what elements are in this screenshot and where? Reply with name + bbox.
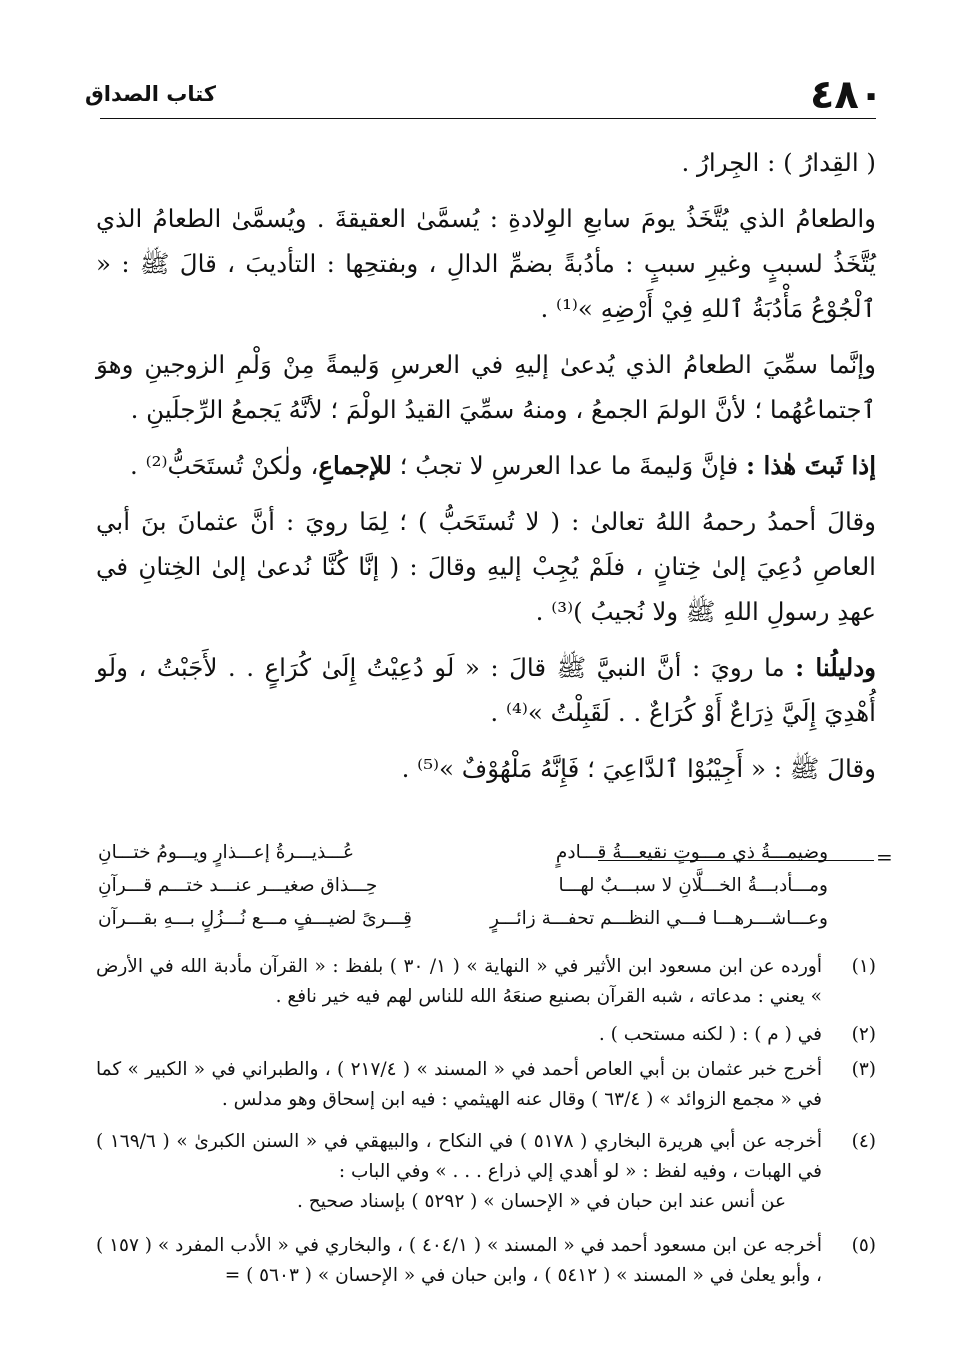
main-text <box>96 140 876 802</box>
paragraph-5: وقالَ أحمدُ رحمهُ اللهُ تعالىٰ : ( لا تُستَحَبُّ ) ؛ لِمَا رويَ : أنَّ عثمانَ بنَ أبي العاصِ دُعِيَ إلىٰ خِتانٍ ، فلَمْ يُجِبْ إليهِ وقالَ : ( إنَّا كُنَّا نُدعىٰ إلىٰ الخِتانِ في عهدِ رسولِ اللهِ ﷺ ولا نُجيبُ )⁽³⁾ . <box>96 507 876 626</box>
paragraph-6 <box>96 645 876 735</box>
paragraph-2: والطعامُ الذي يُتَّخَذُ يومَ سابعِ الوِلادةِ : يُسمَّىٰ العقيقةَ . ويُسمَّىٰ الطعامُ الذي يُتَّخَذُ لسببٍ وغيرِ سببٍ : مأدُبةً بضمِّ الدالِ ، وبفتحِها : التأديبَ ، قالَ ﷺ : « ٱلْجُوْعُ مَأْدُبَةُ ٱللهِ فِيْ أَرْضِهِ »⁽¹⁾ . <box>96 204 876 323</box>
poem-hemistich: وعـــاشـــرهـــا فـــي النظـــم تحفـــة زائـــرٍ <box>490 908 828 929</box>
paragraph-4-mid: فإنَّ وَليمةَ ما عدا العرسِ لا تجبُ ؛ <box>399 451 739 480</box>
poem-verse <box>98 836 828 869</box>
footnote-number: (١) <box>851 956 876 977</box>
paragraph-4-lead: إذا ثَبتَ هٰذا : <box>745 451 876 480</box>
poem-hemistich: قِـــرىً لضيـــفٍ مـــع نُـــزُلٍ بـــهِ بقـــرآن <box>98 908 412 929</box>
footnote-text: أورده عن ابن مسعود ابن الأثير في « النهاية » ( ١/ ٣٠ ) بلفظ : « القرآن مأدبة الله في الأرض » يعني : مدعاته ، شبه القرآن بصنيع صنعَهُ الله للناس لهم فيه خير نافع . <box>96 956 822 1007</box>
poem-hemistich: ومـــأدبـــةُ الخـــلَّانِ لا سبـــبٌ لهـــا <box>558 875 828 896</box>
footnote-text-extra: عن أنس عند ابن حبان في « الإحسان » ( ٥٢٩٢ ) بإسناد صحيح . <box>296 1191 786 1212</box>
footnote-number: (٣) <box>851 1059 876 1080</box>
poem-hemistich: حِـــذاق صغيـــر عنـــد ختـــم قـــرآنِ <box>98 875 378 896</box>
poem-hemistich: وضيمـــةُ ذي مـــوتٍ نقيعـــةُ قـــادمٍ <box>555 842 828 863</box>
paragraph-4 <box>96 443 876 488</box>
page-number: ٤٨٠ <box>810 72 884 118</box>
footnote-number: (٤) <box>851 1131 876 1152</box>
poem-hemistich: عُـــذيـــرةُ إعـــذارٍ ويـــومُ ختـــانِ <box>98 842 355 863</box>
poem-verse <box>98 869 828 902</box>
footnote-1 <box>96 952 876 1012</box>
poem-block <box>98 836 828 935</box>
paragraph-4-bold: للإجماعِ <box>318 451 392 480</box>
footnote-5 <box>96 1231 876 1291</box>
footnote-2 <box>96 1020 876 1050</box>
footnote-number: (٢) <box>851 1024 876 1045</box>
continuation-mark: = <box>876 845 893 869</box>
footnote-4 <box>96 1127 876 1217</box>
paragraph-7: وقالَ ﷺ : « أَجِيْبُوْا ٱلدَّاعِيَ ؛ فَإِنَّهُ مَلْهُوْفٌ »⁽⁵⁾ . <box>401 754 876 783</box>
footnote-text: في ( م ) : ( لكنه مستحب ) . <box>598 1024 822 1045</box>
footnote-text: أخرجه عن أبي هريرة البخاري ( ٥١٧٨ ) في النكاح ، والبيهقي في « السنن الكبرىٰ » ( ١٦٩/٦ ) في الهبات ، وفيه لفظ : « لو أهدي إلي ذراع . . . » وفي الباب : <box>96 1131 822 1182</box>
poem-verse <box>98 902 828 935</box>
footnote-text: أخرج خبر عثمان بن أبي العاص أحمد في « المسند » ( ٢١٧/٤ ) ، والطبراني في « الكبير » كما في « مجمع الزوائد » ( ٦٣/٤ ) وقال عنه الهيثمي : فيه ابن إسحاق وهو مدلس . <box>96 1059 822 1110</box>
paragraph-6-text: ما رويَ : أنَّ النبيَّ ﷺ قالَ : « لَو دُعِيْتُ إِلَىٰ كُرَاعٍ . . لأَجَبْتُ ، ولَو أُهْدِيَ إِلَيَّ ذِرَاعٌ أَوْ كُرَاعٌ . . لَقَبِلْتُ »⁽⁴⁾ . <box>96 653 876 727</box>
header-rule <box>100 118 876 119</box>
footnote-text: أخرجه عن ابن مسعود أحمد في « المسند » ( ٤٠٤/١ ) ، والبخاري في « الأدب المفرد » ( ١٥٧ ) ، وأبو يعلىٰ في « المسند » ( ٥٤١٢ ) ، وابن حبان في « الإحسان » ( ٥٦٠٣ ) = <box>96 1235 822 1286</box>
paragraph-1: ( القِدارُ ) : الجِرارُ . <box>681 148 876 177</box>
footnote-number: (٥) <box>851 1235 876 1256</box>
paragraph-6-lead: ودليلُنا : <box>795 653 876 682</box>
paragraph-3: وإنَّما سمِّيَ الطعامُ الذي يُدعىٰ إليهِ في العرسِ وَليمةً مِنْ وَلْمِ الزوجينِ وهوَ ٱجتماعُهُما ؛ لأنَّ الولمَ الجمعُ ، ومنهُ سمِّيَ القيدُ الولْمَ ؛ لأنَّهُ يَجمعُ الرِّجلَينِ . <box>96 350 876 424</box>
footnote-3 <box>96 1055 876 1115</box>
paragraph-4-tail: ، ولٰكنْ تُستَحَبُّ⁽²⁾ . <box>130 451 319 480</box>
running-header-title: كتاب الصداق <box>85 82 216 106</box>
